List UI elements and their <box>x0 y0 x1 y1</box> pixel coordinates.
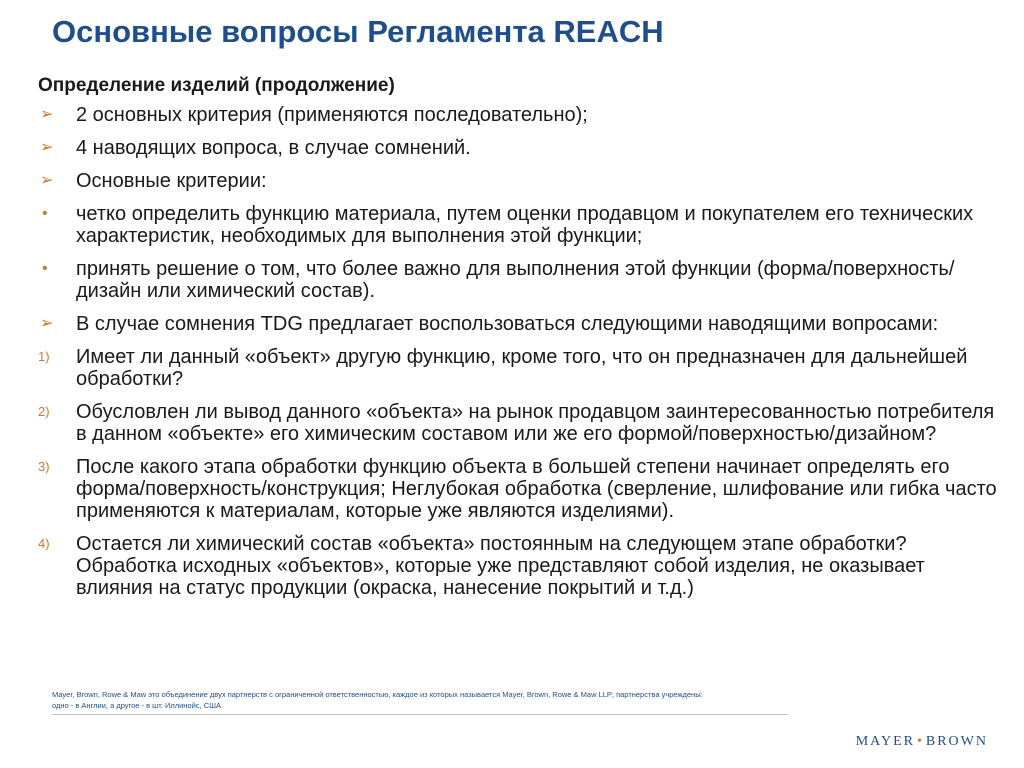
slide-content <box>38 74 998 610</box>
list-item-text: четко определить функцию материала, путем оценки продавцом и покупателем его технических характеристик, необходимых для выполнения этой функции; <box>76 203 974 247</box>
list-item-text: Основные критерии: <box>76 170 267 192</box>
list-item <box>38 346 998 390</box>
section-subtitle: Определение изделий (продолжение) <box>38 75 395 96</box>
list-item-text: 4 наводящих вопроса, в случае сомнений. <box>76 137 471 159</box>
list-item-text: принять решение о том, что более важно для выполнения этой функции (форма/поверхность/дизайн или химический состав). <box>76 258 955 302</box>
list-item <box>38 170 998 192</box>
logo-text-right: BROWN <box>925 734 988 749</box>
dot-bullet-icon: • <box>42 205 48 222</box>
list-number: 2) <box>38 404 50 419</box>
mayer-brown-logo <box>856 734 988 750</box>
list-item <box>38 401 998 445</box>
list-number: 1) <box>38 349 50 364</box>
arrow-bullet-icon: ➢ <box>40 315 54 332</box>
list-item-text: Обусловлен ли вывод данного «объекта» на рынок продавцом заинтересованностью потребителя в данном «объекте» его химическим составом или же его формой/поверхностью/дизайном? <box>76 401 995 445</box>
criteria-list <box>38 104 998 599</box>
footer-disclaimer-line: Mayer, Brown, Rowe & Maw это объединение двух партнерств с ограниченной ответственностью, каждое из которых называется Mayer, Brown, Rowe & Maw LLP; партнерства учреждены: <box>52 690 703 699</box>
list-item <box>38 456 998 522</box>
footer-divider <box>52 714 788 715</box>
list-number: 3) <box>38 459 50 474</box>
list-item <box>38 203 998 247</box>
list-item-text: Имеет ли данный «объект» другую функцию, кроме того, что он предназначен для дальнейшей обработки? <box>76 346 968 390</box>
list-item <box>38 104 998 126</box>
list-item-text: Остается ли химический состав «объекта» постоянным на следующем этапе обработки? Обработка исходных «объектов», которые уже представляют собой изделия, не оказывает влияния на статус продукции (окраска, нанесение покрытий и т.д.) <box>76 533 925 599</box>
list-item <box>38 313 998 335</box>
dot-bullet-icon: • <box>42 260 48 277</box>
arrow-bullet-icon: ➢ <box>40 139 54 156</box>
arrow-bullet-icon: ➢ <box>40 106 54 123</box>
arrow-bullet-icon: ➢ <box>40 172 54 189</box>
logo-text-left: MAYER <box>855 734 915 749</box>
list-number: 4) <box>38 536 50 551</box>
list-item-text: После какого этапа обработки функцию объекта в большей степени начинает определять его форма/поверхность/конструкция; Неглубокая обработка (сверление, шлифование или гибка часто применяются к материалам, которые уже являются изделиями). <box>76 456 997 522</box>
footer-disclaimer <box>52 689 812 711</box>
list-item-text: 2 основных критерия (применяются последовательно); <box>76 104 588 126</box>
list-item <box>38 137 998 159</box>
slide-title: Основные вопросы Регламента REACH <box>52 14 664 49</box>
list-item <box>38 258 998 302</box>
list-item <box>38 533 998 599</box>
footer-disclaimer-line: одно - в Англии, а другое - в шт. Иллинойс, США <box>52 701 222 710</box>
list-item-text: В случае сомнения TDG предлагает воспользоваться следующими наводящими вопросами: <box>76 313 939 335</box>
logo-dot-icon: • <box>916 734 924 749</box>
